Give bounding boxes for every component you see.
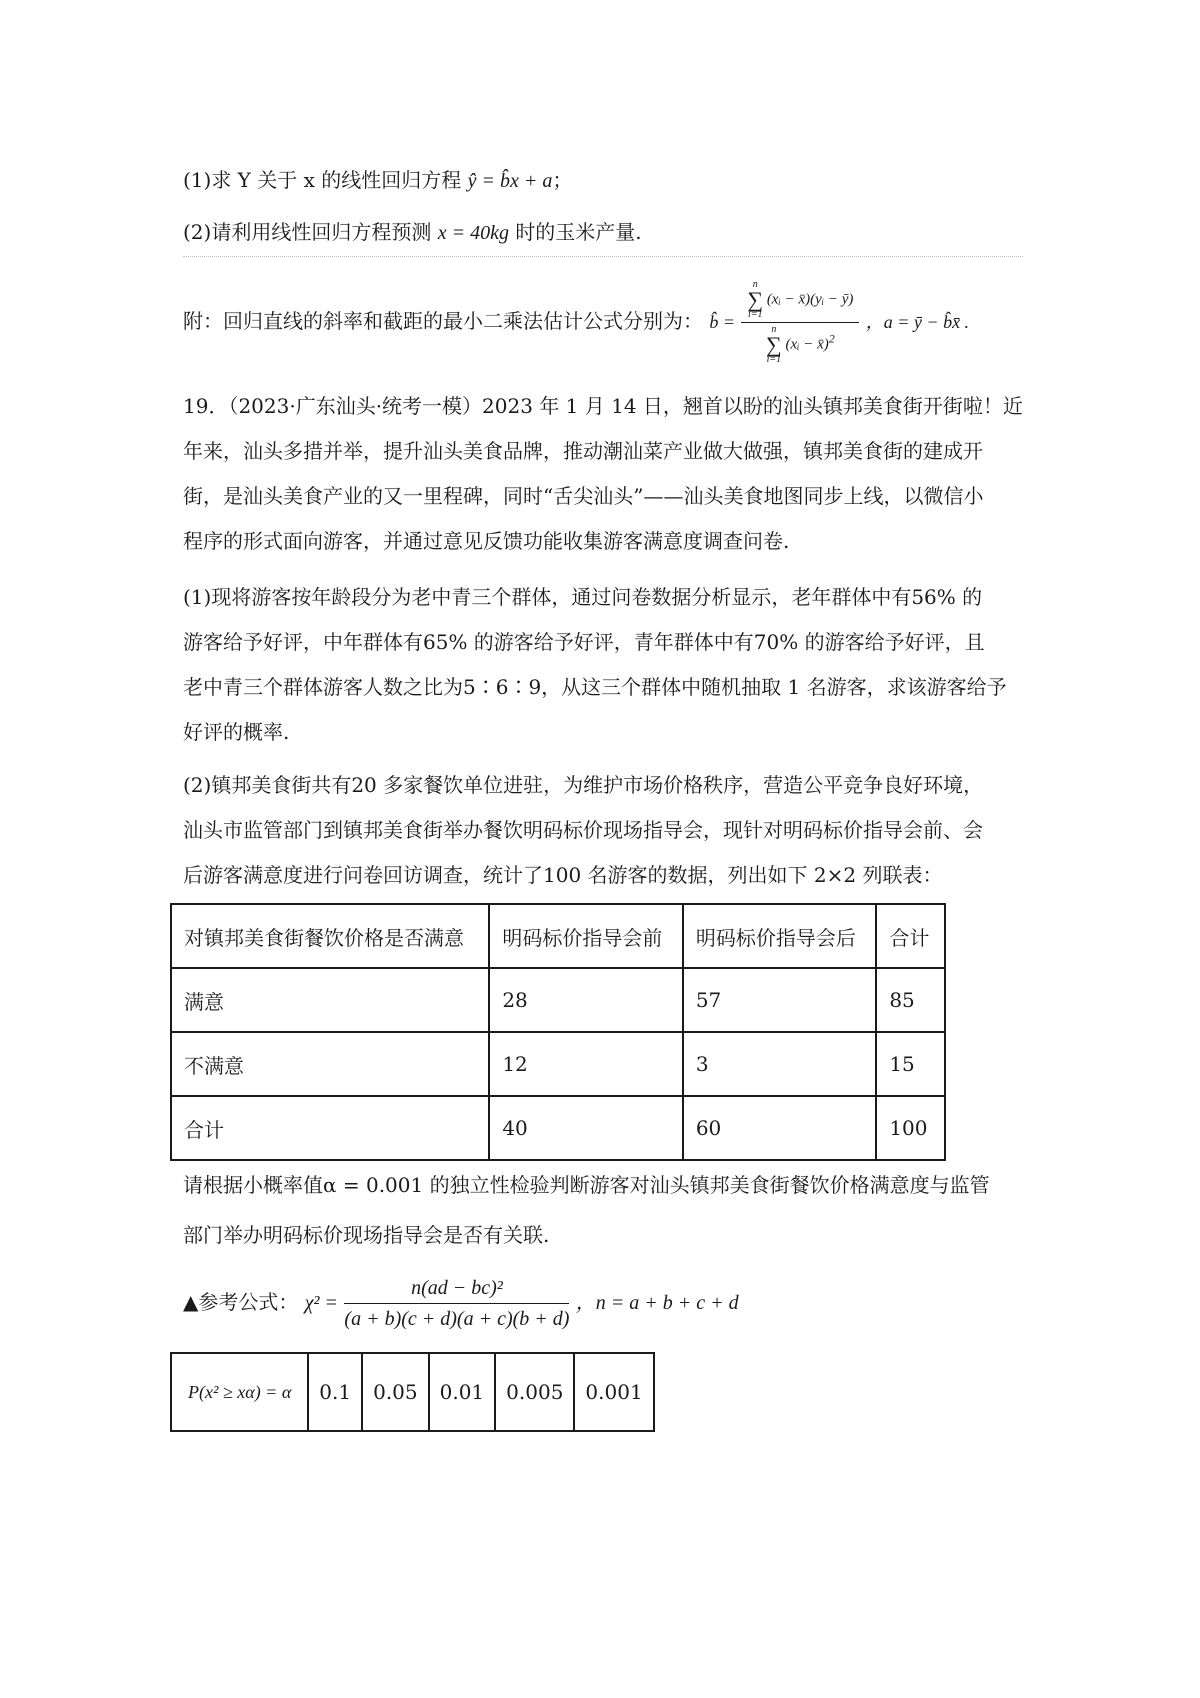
numerator-terms: (xᵢ − x̄)(yᵢ − ȳ) [766,291,854,308]
table-row [171,1032,945,1096]
table-cell: 满意 [171,968,489,1032]
problem-19-line-1: 19．（2023·广东汕头·统考一模）2023 年 1 月 14 日，翘首以盼的汕头镇邦美食街开街啦！近 [183,394,1023,418]
question-1-text: (1)求 Y 关于 x 的线性回归方程 [183,168,462,192]
slope-symbol: b̂ = [709,312,736,332]
question-2-text: (2)请利用线性回归方程预测 [183,220,432,244]
part-1-line-3: 老中青三个群体游客人数之比为5∶6∶9，从这三个群体中随机抽取 1 名游客，求该游客给予 [183,675,1007,699]
table-cell: 不满意 [171,1032,489,1096]
header-cell: 明码标价指导会前 [489,904,683,968]
part-1-line-4: 好评的概率. [183,720,290,744]
table-row [171,968,945,1032]
table-header-row [171,904,945,968]
n-definition: ，n = a + b + c + d [575,1292,739,1314]
part-1-line-1: (1)现将游客按年龄段分为老中青三个群体，通过问卷数据分析显示，老年群体中有56% 的 [183,585,983,609]
dotted-separator [183,256,1023,257]
table-cell: 57 [683,968,877,1032]
part-2-line-1: (2)镇邦美食街共有20 多家餐饮单位进驻，为维护市场价格秩序，营造公平竞争良好环境， [183,773,984,797]
question-2-value: x = 40kg [437,222,509,244]
alpha-value-cell: 0.05 [362,1353,429,1431]
chi-square-denominator: (a + b)(c + d)(a + c)(b + d) [344,1308,570,1330]
alpha-value-cell: 0.1 [308,1353,362,1431]
table-cell: 85 [876,968,945,1032]
alpha-value-cell: 0.001 [574,1353,653,1431]
problem-19-line-2: 年来，汕头多措并举，提升汕头美食品牌，推动潮汕菜产业做大做强，镇邦美食街的建成开 [183,439,983,463]
appendix-label: 附：回归直线的斜率和截距的最小二乘法估计公式分别为： [183,309,703,333]
part-2-line-3: 后游客满意度进行问卷回访调查，统计了100 名游客的数据，列出如下 2×2 列联表： [183,863,943,887]
contingency-table [170,903,946,1161]
part-1-line-2: 游客给予好评，中年群体有65% 的游客给予好评，青年群体中有70% 的游客给予好评，且 [183,630,985,654]
intercept-formula: ，a = ȳ − b̂x̄ . [865,312,970,332]
question-2 [183,218,1023,247]
denominator-terms: (xᵢ − x̄) [785,336,829,353]
slope-numerator [741,280,859,323]
problem-19-line-3: 街，是汕头美食产业的又一里程碑，同时“舌尖汕头”——汕头美食地图同步上线，以微信小 [183,484,984,508]
table-cell: 100 [876,1096,945,1160]
reference-formula [183,1270,1023,1334]
sum-lower-limit-2: i=1 [766,354,782,365]
sum-upper-limit: n [752,279,758,290]
part-2-line-2: 汕头市监管部门到镇邦美食街举办餐饮明码标价现场指导会，现针对明码标价指导会前、会 [183,818,983,842]
table-row [171,1353,654,1431]
table-cell: 28 [489,968,683,1032]
header-cell: 对镇邦美食街餐饮价格是否满意 [171,904,489,968]
critical-value-table [170,1352,655,1432]
header-cell: 合计 [876,904,945,968]
table-cell: 12 [489,1032,683,1096]
question-1-end: ； [552,168,573,192]
after-table-line-2: 部门举办明码标价现场指导会是否有关联. [183,1223,550,1247]
slope-denominator [741,323,859,365]
chi-square-fraction [344,1275,569,1332]
problem-19-line-4: 程序的形式面向游客，并通过意见反馈功能收集游客满意度调查问卷. [183,529,790,553]
header-cell: 明码标价指导会后 [683,904,877,968]
table-cell: 3 [683,1032,877,1096]
chi-square-numerator: n(ad − bc)² [344,1275,569,1304]
sum-symbol-top: n ∑ i=1 [747,279,764,320]
sum-lower-limit: i=1 [747,309,763,320]
reference-label: ▲参考公式： [183,1290,299,1314]
probability-header-cell: P(x² ≥ xα) = α [171,1353,308,1431]
slope-fraction [741,280,859,365]
alpha-value-cell: 0.01 [429,1353,496,1431]
question-2-end: 时的玉米产量. [515,220,642,244]
sum-upper-limit-2: n [771,324,777,335]
denominator-power: 2 [828,331,835,346]
table-row [171,1096,945,1160]
alpha-value-cell: 0.005 [495,1353,574,1431]
table-cell: 60 [683,1096,877,1160]
chi-square-symbol: χ² = [304,1292,339,1314]
sum-symbol-bottom: n ∑ i=1 [766,324,782,365]
question-1 [183,166,1023,195]
after-table-line-1: 请根据小概率值α = 0.001 的独立性检验判断游客对汕头镇邦美食街餐饮价格满意度与监管 [183,1173,990,1197]
table-cell: 合计 [171,1096,489,1160]
appendix-formula [183,276,1023,366]
table-cell: 15 [876,1032,945,1096]
table-cell: 40 [489,1096,683,1160]
question-1-equation: ŷ = b̂x + a [467,170,553,192]
